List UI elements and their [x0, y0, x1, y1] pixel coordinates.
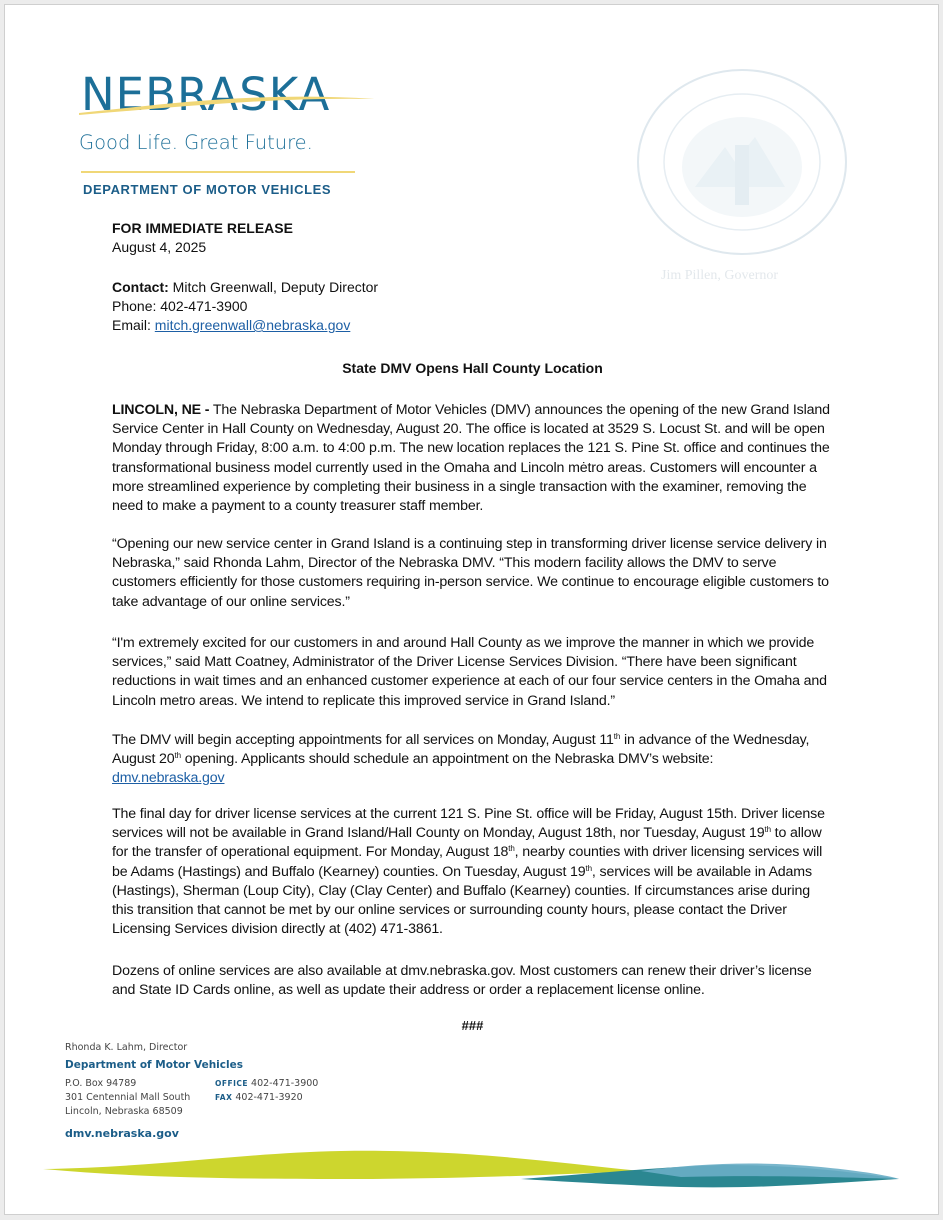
logo-swoosh-icon [77, 87, 377, 117]
p5-text-b: to allow for the transfer of operational equipment. For Monday, August 18 [112, 825, 822, 861]
headline: State DMV Opens Hall County Location [342, 360, 603, 376]
footer-phones [215, 1077, 318, 1119]
release-block [112, 219, 293, 257]
p5-sup-a: th [764, 825, 771, 835]
logo-divider [81, 171, 355, 173]
footer-wave-graphic-icon [41, 1147, 901, 1197]
p4-sup-a: th [613, 732, 621, 741]
contact-line [112, 278, 378, 297]
logo-tagline: Good Life. Great Future. [79, 131, 313, 154]
p5-text-c: , nearby counties with driver licensing services will be Adams (Hastings) and Buffalo (Kearney) counties. On Tuesday, August 19 [112, 844, 823, 880]
p5-text-a: The final day for driver license services at the current 121 S. Pine St. office will be Friday, August 15th. Driver license services will not be available in Grand Island/Hall County on Monday, August 18th, nor Tuesday, August 19 [112, 806, 825, 842]
footer-department: Department of Motor Vehicles [65, 1059, 243, 1071]
logo-wordmark: NEBRASKA [81, 68, 331, 121]
dateline: LINCOLN, NE - [112, 402, 210, 418]
state-seal-icon [635, 67, 849, 257]
footer-address [65, 1077, 215, 1119]
contact-label: Contact: [112, 279, 169, 295]
contact-email-link[interactable]: mitch.greenwall@nebraska.gov [154, 317, 351, 333]
paragraph-6: Dozens of online services are also available at dmv.nebraska.gov. Most customers can renew their driver’s license and State ID Cards online, as well as update their address or order a replacement license online. [112, 963, 812, 999]
fax-line [215, 1091, 318, 1105]
address-line: 301 Centennial Mall South [65, 1092, 191, 1103]
footer-letterhead [65, 1042, 318, 1140]
footer-website-link[interactable]: dmv.nebraska.gov [65, 1127, 179, 1140]
p4-sup-b: th [174, 751, 181, 761]
paragraph-1 [112, 401, 832, 516]
paragraph-3: “I'm extremely excited for our customers in and around Hall County as we improve the manner in which we provide services,” said Matt Coatney, Administrator of the Driver License Services Division. “There have been significant reductions in wait times and an enhanced customer experience at each of our four service centers in the Omaha and Lincoln metro areas. We intend to replicate this improved service in Grand Island.” [112, 635, 827, 709]
paragraph-5 [112, 805, 832, 939]
office-phone: 402-471-3900 [251, 1078, 319, 1089]
paragraph-2: “Opening our new service center in Grand Island is a continuing step in transforming driver license service delivery in Nebraska,” said Rhonda Lahm, Director of the Nebraska DMV. “This modern facility allows the DMV to serve customers efficiently for those customers requiring in-person service. We continue to encourage eligible customers to take advantage of our online services.” [112, 536, 829, 610]
p4-text-b: in advance of the Wednesday, August 20 [112, 732, 810, 768]
paragraph-1-text: The Nebraska Department of Motor Vehicles (DMV) announces the opening of the new Grand Island Service Center in Hall County on Wednesday, August 20. The office is located at 3529 S. Locust St. and will be open Monday through Friday, 8:00 a.m. to 4:00 p.m. The new location replaces the 121 S. Pine St. office and continues the transformational business model currently used in the Omaha and Lincoln mėtro areas. Customers will encounter a more streamlined experience by completing their business in a single transaction with the examiner, removing the need to make a payment to a county treasurer staff member. [112, 402, 830, 515]
footer-contact-grid [65, 1077, 318, 1119]
logo-department: DEPARTMENT OF MOTOR VEHICLES [83, 182, 332, 197]
address-line: P.O. Box 94789 [65, 1078, 137, 1089]
email-label: Email: [112, 317, 151, 333]
paragraph-4 [112, 731, 832, 789]
release-date: August 4, 2025 [112, 239, 207, 255]
contact-name: Mitch Greenwall, Deputy Director [172, 279, 379, 295]
fax-label: FAX [215, 1093, 233, 1102]
release-label: FOR IMMEDIATE RELEASE [112, 220, 293, 236]
footer-director: Rhonda K. Lahm, Director [65, 1042, 188, 1053]
fax-number: 402-471-3920 [235, 1092, 303, 1103]
contact-block [112, 278, 378, 335]
phone-label: Phone: [112, 298, 157, 314]
p4-text-a: The DMV will begin accepting appointments for all services on Monday, August 11 [112, 732, 614, 748]
contact-phone: 402-471-3900 [160, 298, 248, 314]
phone-line [112, 297, 378, 316]
office-phone-line [215, 1077, 318, 1091]
dmv-website-link[interactable]: dmv.nebraska.gov [112, 770, 225, 787]
p4-text-c: opening. Applicants should schedule an appointment on the Nebraska DMV’s website: [180, 751, 714, 768]
email-line [112, 316, 378, 335]
p5-sup-b: th [508, 844, 515, 854]
address-line: Lincoln, Nebraska 68509 [65, 1106, 183, 1117]
governor-name: Jim Pillen, Governor [661, 268, 779, 283]
office-label: OFFICE [215, 1079, 249, 1088]
press-release-page [4, 4, 939, 1215]
end-mark: ### [461, 1018, 484, 1033]
p5-sup-c: th [585, 863, 592, 873]
p5-text-d: , services will be available in Adams (Hastings), Sherman (Loup City), Clay (Clay Center) and Buffalo (Kearney) counties. If circumstances arise during this transition that cannot be met by our online services or surrounding county hours, please contact the Driver Licensing Services division directly at (402) 471-3861. [112, 863, 812, 938]
